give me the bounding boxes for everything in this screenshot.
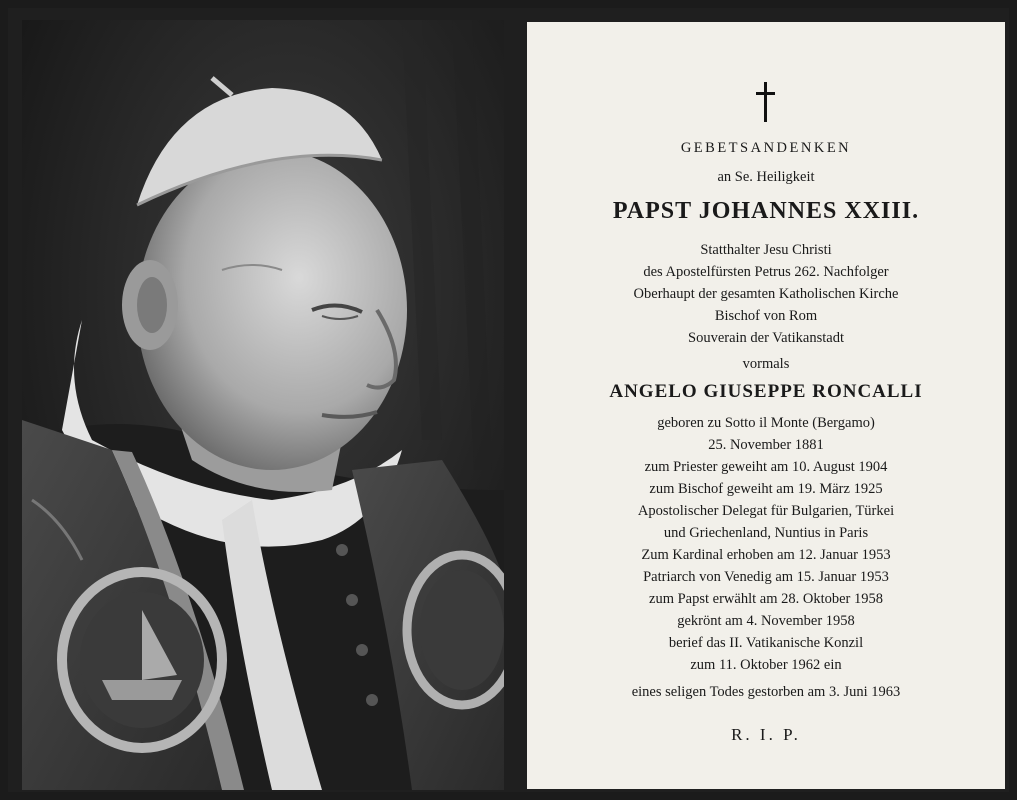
- memorial-card: [8, 8, 1009, 792]
- formerly-label: vormals: [742, 356, 790, 372]
- title-line: des Apostelfürsten Petrus 262. Nachfolger: [643, 264, 889, 280]
- bio-line: zum Papst erwählt am 28. Oktober 1958: [649, 591, 883, 607]
- portrait-photo: [22, 20, 504, 790]
- title-line: Statthalter Jesu Christi: [700, 242, 832, 258]
- bio-line: Zum Kardinal erhoben am 12. Januar 1953: [641, 547, 891, 563]
- heading: GEBETSANDENKEN: [680, 140, 852, 156]
- bio-line: geboren zu Sotto il Monte (Bergamo): [657, 415, 875, 431]
- closing-rip: R. I. P.: [731, 725, 801, 744]
- bio-line: zum 11. Oktober 1962 ein: [690, 657, 842, 673]
- bio-line: 25. November 1881: [708, 437, 824, 453]
- latin-cross-icon: [755, 82, 777, 122]
- bio-line: und Griechenland, Nuntius in Paris: [663, 525, 869, 541]
- pope-title: PAPST JOHANNES XXIII.: [612, 198, 920, 224]
- title-line: Bischof von Rom: [714, 308, 818, 324]
- intro-line: an Se. Heiligkeit: [717, 169, 815, 185]
- bio-line: berief das II. Vatikanische Konzil: [668, 635, 864, 651]
- bio-line: gekrönt am 4. November 1958: [677, 613, 855, 629]
- bio-line: Patriarch von Venedig am 15. Januar 1953: [643, 569, 889, 585]
- memorial-text-panel: [527, 22, 1005, 789]
- birth-name: ANGELO GIUSEPPE RONCALLI: [609, 381, 923, 402]
- portrait-illustration: [22, 20, 504, 790]
- bio-line: zum Priester geweiht am 10. August 1904: [644, 459, 888, 475]
- bio-line: zum Bischof geweiht am 19. März 1925: [649, 481, 883, 497]
- title-line: Souverain der Vatikanstadt: [688, 330, 844, 346]
- death-line: eines seligen Todes gestorben am 3. Juni 1963: [631, 684, 901, 700]
- bio-line: Apostolischer Delegat für Bulgarien, Türkei: [637, 503, 895, 519]
- title-line: Oberhaupt der gesamten Katholischen Kirche: [633, 286, 899, 302]
